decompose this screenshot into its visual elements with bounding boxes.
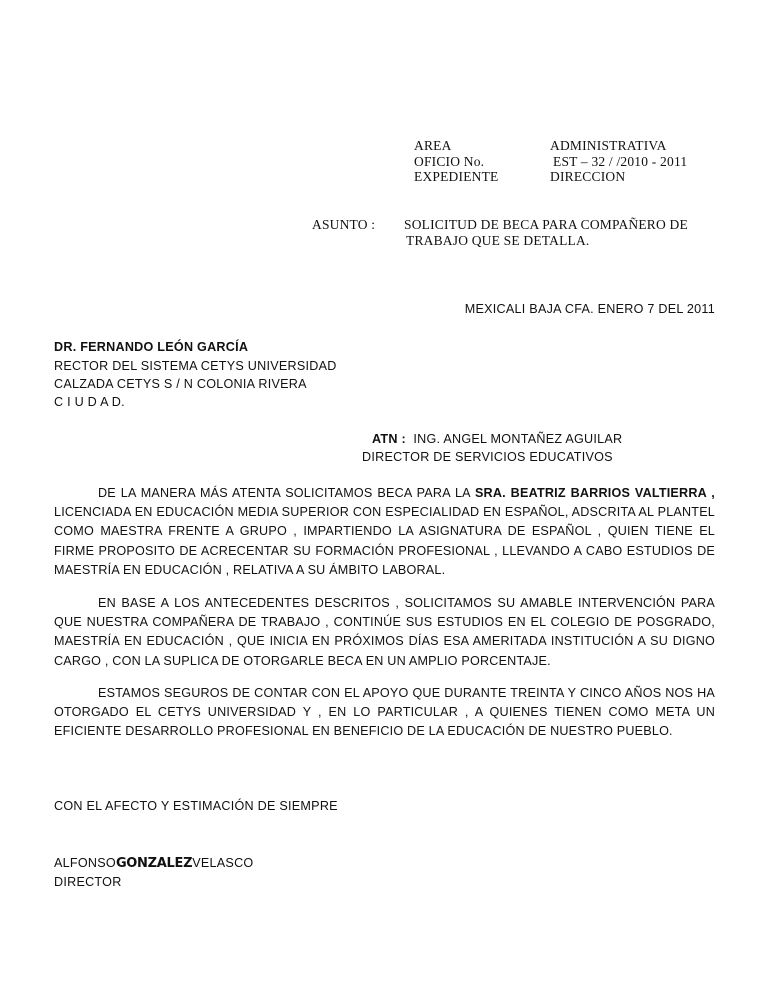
signature-first: ALFONSO [54, 856, 116, 870]
area-value: ADMINISTRATIVA [550, 138, 667, 153]
asunto-label: ASUNTO : [312, 217, 376, 232]
area-label: AREA [414, 138, 452, 153]
letter-date: MEXICALI BAJA CFA. ENERO 7 DEL 2011 [464, 302, 715, 316]
p1-beneficiary-name: SRA. BEATRIZ BARRIOS VALTIERRA , [474, 486, 715, 500]
closing-line: CON EL AFECTO Y ESTIMACIÓN DE SIEMPRE [54, 799, 338, 813]
oficio-label: OFICIO No. [414, 154, 485, 169]
signature-title: DIRECTOR [54, 875, 122, 889]
attention-label: ATN : [372, 432, 406, 446]
signature-name [54, 854, 253, 873]
oficio-value: EST – 32 / /2010 - 2011 [553, 154, 688, 169]
recipient-line-3: C I U D A D. [54, 395, 125, 409]
signature-last: VELASCO [192, 856, 254, 870]
attention-title: DIRECTOR DE SERVICIOS EDUCATIVOS [362, 450, 613, 464]
signature-middle: GONZALEZ [115, 856, 193, 871]
body-paragraph-3 [54, 684, 715, 742]
recipient-name: DR. FERNANDO LEÓN GARCÍA [54, 340, 249, 354]
body-paragraph-2 [54, 594, 715, 671]
p2-text: EN BASE A LOS ANTECEDENTES DESCRITOS , SOLICITAMOS SU AMABLE INTERVENCIÓN PARA QUE NUESTRA COMPAÑERA DE TRABAJO , CONTINÚE SUS ESTUDIOS EN EL COLEGIO DE POSGRADO, MAESTRÍA EN EDUCACIÓN , QUE INICIA EN PRÓXIMOS DÍAS ESA AMERITADA INSTITUCIÓN A SU DIGNO CARGO , CON LA SUPLICA DE OTORGARLE BECA EN UN AMPLIO PORCENTAJE. [54, 596, 715, 668]
p3-text: ESTAMOS SEGUROS DE CONTAR CON EL APOYO QUE DURANTE TREINTA Y CINCO AÑOS NOS HA OTORGADO EL CETYS UNIVERSIDAD Y , EN LO PARTICULAR , A QUIENES TIENEN COMO META UN EFICIENTE DESARROLLO PROFESIONAL EN BENEFICIO DE LA EDUCACIÓN DE NUESTRO PUEBLO. [54, 686, 715, 739]
attention-line [372, 430, 622, 448]
recipient-line-2: CALZADA CETYS S / N COLONIA RIVERA [54, 377, 307, 391]
expediente-label: EXPEDIENTE [414, 169, 499, 184]
p1-text-after: LICENCIADA EN EDUCACIÓN MEDIA SUPERIOR CON ESPECIALIDAD EN ESPAÑOL, ADSCRITA AL PLANTEL COMO MAESTRA FRENTE A GRUPO , IMPARTIENDO LA ASIGNATURA DE ESPAÑOL , QUIEN TIENE EL FIRME PROPOSITO DE ACRECENTAR SU FORMACIÓN PROFESIONAL , LLEVANDO A CABO ESTUDIOS DE MAESTRÍA EN EDUCACIÓN , RELATIVA A SU ÁMBITO LABORAL. [54, 505, 715, 577]
expediente-value: DIRECCION [550, 169, 626, 184]
body-paragraph-1 [54, 484, 715, 580]
attention-name: ING. ANGEL MONTAÑEZ AGUILAR [413, 432, 623, 446]
asunto-line-1: SOLICITUD DE BECA PARA COMPAÑERO DE [404, 217, 688, 232]
p1-text-before: DE LA MANERA MÁS ATENTA SOLICITAMOS BECA PARA LA [98, 486, 475, 500]
recipient-line-1: RECTOR DEL SISTEMA CETYS UNIVERSIDAD [54, 359, 337, 373]
asunto-line-2: TRABAJO QUE SE DETALLA. [406, 233, 590, 248]
